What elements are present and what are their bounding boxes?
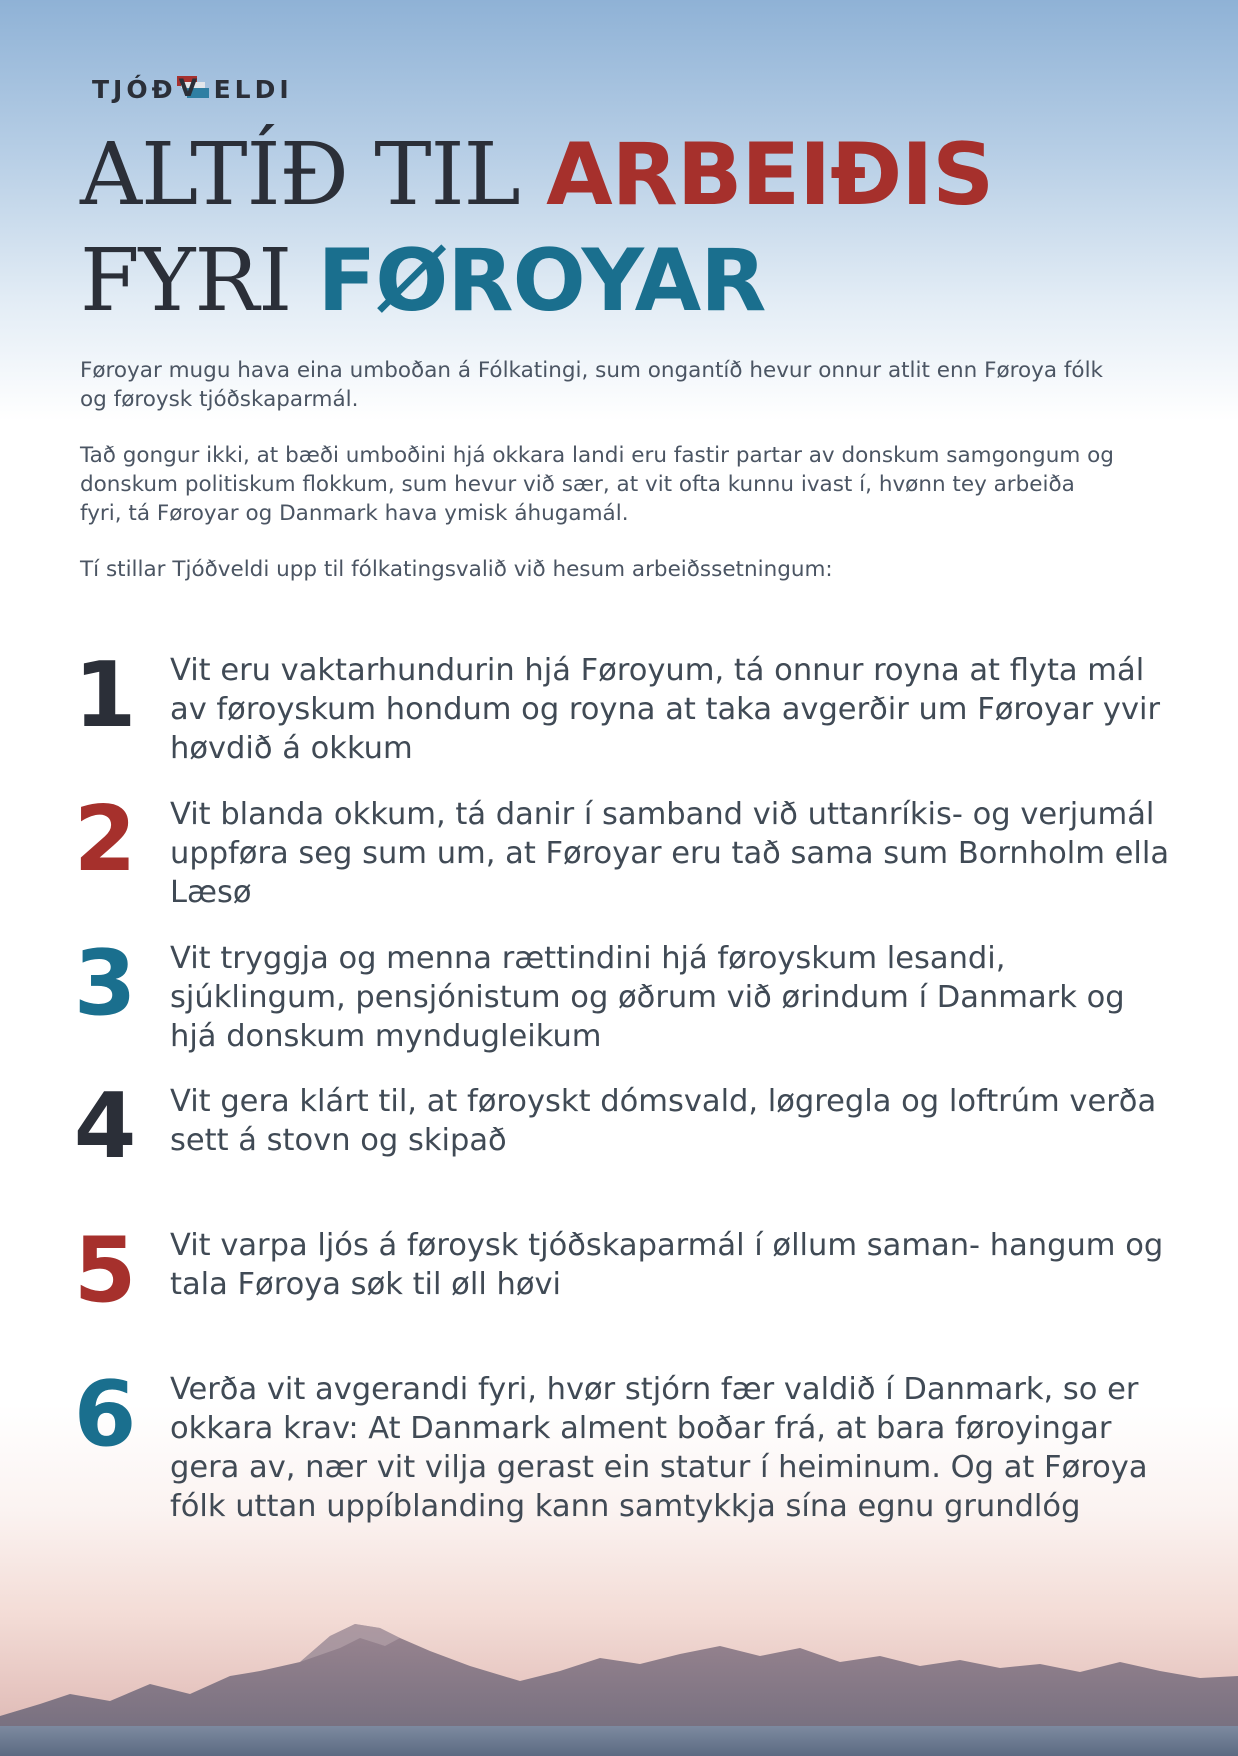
item-number-5: 5 — [73, 1218, 137, 1323]
logo-text-right: ELDI — [213, 74, 293, 104]
headline-accent-1: ARBEIÐIS — [546, 125, 994, 225]
item-text-1: Vit eru vaktarhundurin hjá Føroyum, tá onnur royna at flyta mál av føroyskum hondum og royna at taka avgerðir um Føroyar yvir høvdið á okkum — [170, 653, 1161, 766]
item-text-2: Vit blanda okkum, tá danir í samband við uttanríkis- og verjumál uppføra seg sum um, at Føroyar eru tað sama sum Bornholm ella Læsø — [170, 797, 1170, 910]
headline-line-2 — [80, 228, 993, 334]
headline-plain-2: FYRI — [80, 231, 318, 331]
item-number-4: 4 — [73, 1074, 137, 1179]
item-number-1: 1 — [73, 643, 137, 748]
headline — [80, 122, 993, 334]
party-logo — [92, 74, 293, 104]
headline-line-1 — [80, 122, 993, 228]
item-text-6: Verða vit avgerandi fyri, hvør stjórn fær valdið í Danmark, so er okkara krav: At Danmark alment boðar frá, at bara føroyingar gera av, nær vit vilja gerast ein statur í heiminum. Og at Føroya fólk uttan uppíblanding kann samtykkja sína egnu grundlóg — [170, 1372, 1148, 1524]
item-text-3: Vit tryggja og menna rættindini hjá føroyskum lesandi, sjúklingum, pensjónistum og øðrum við ørindum í Danmark og hjá donskum myndugleikum — [170, 941, 1125, 1054]
logo-text-left: TJÓÐ — [92, 74, 177, 104]
item-number-6: 6 — [73, 1362, 137, 1467]
mountain-landscape — [0, 1576, 1238, 1756]
logo-text-mark: V — [178, 74, 202, 102]
item-number-3: 3 — [73, 931, 137, 1036]
intro-text — [80, 356, 1120, 611]
headline-accent-2: FØROYAR — [317, 231, 766, 331]
item-number-2: 2 — [73, 787, 137, 892]
logo-flag-icon — [177, 74, 211, 104]
headline-plain-1: ALTÍÐ TIL — [80, 125, 547, 225]
intro-paragraph-3: Tí stillar Tjóðveldi upp til fólkatingsvalið við hesum arbeiðssetningum: — [80, 557, 833, 582]
intro-paragraph-1: Føroyar mugu hava eina umboðan á Fólkatingi, sum ongantíð hevur onnur atlit enn Føroya fólk og føroysk tjóðskaparmál. — [80, 358, 1103, 412]
item-text-5: Vit varpa ljós á føroysk tjóðskaparmál í øllum saman- hangum og tala Føroya søk til øll høvi — [170, 1228, 1164, 1302]
item-text-4: Vit gera klárt til, at føroyskt dómsvald, løgregla og loftrúm verða sett á stovn og skipað — [170, 1084, 1157, 1158]
intro-paragraph-2: Tað gongur ikki, at bæði umboðini hjá okkara landi eru fastir partar av donskum samgongum og donskum politiskum flokkum, sum hevur við sær, at vit ofta kunnu ivast í, hvønn tey arbeiða fyri, tá Føroyar og Danmark hava ymisk áhugamál. — [80, 443, 1114, 526]
